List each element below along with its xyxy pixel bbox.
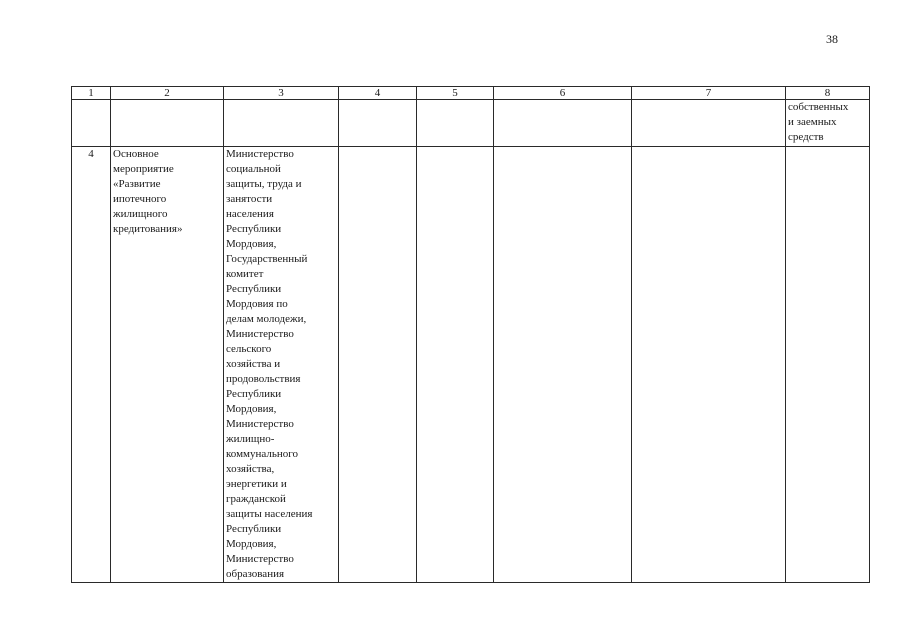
funding-source-cell [786, 100, 870, 147]
table-cell [339, 100, 417, 147]
table-cell [417, 100, 494, 147]
measure-name-cell [111, 147, 224, 583]
table-cell [417, 147, 494, 583]
executors-list: Министерство социальной защиты, труда и занятости населения Республики Мордовия, Государственный комитет Республики Мордовия по делам молодежи, Министерство сельского хозяйства и продовольствия Республики Мордовия, Министерство жилищно- коммунального хозяйства, энергетики и гражданской защиты населения Республики Мордовия, Министерство образования [226, 148, 313, 580]
table-cell [224, 100, 339, 147]
table-cell [339, 147, 417, 583]
executors-cell [224, 147, 339, 583]
column-header-7: 7 [632, 87, 786, 100]
program-table [71, 86, 870, 583]
continuation-row [72, 100, 870, 147]
table-cell [111, 100, 224, 147]
column-header-2: 2 [111, 87, 224, 100]
table-cell [786, 147, 870, 583]
table-cell [632, 100, 786, 147]
column-number-row [72, 87, 870, 100]
table-row [72, 147, 870, 583]
table-cell [632, 147, 786, 583]
row-number: 4 [72, 147, 111, 583]
column-header-8: 8 [786, 87, 870, 100]
table-cell [494, 147, 632, 583]
column-header-3: 3 [224, 87, 339, 100]
page-number: 38 [826, 32, 838, 46]
column-header-1: 1 [72, 87, 111, 100]
column-header-4: 4 [339, 87, 417, 100]
column-header-5: 5 [417, 87, 494, 100]
table-cell [494, 100, 632, 147]
funding-source-text: собственных и заемных средств [788, 101, 849, 143]
column-header-6: 6 [494, 87, 632, 100]
table-cell [72, 100, 111, 147]
measure-name: Основное мероприятие «Развитие ипотечного жилищного кредитования» [113, 148, 183, 235]
